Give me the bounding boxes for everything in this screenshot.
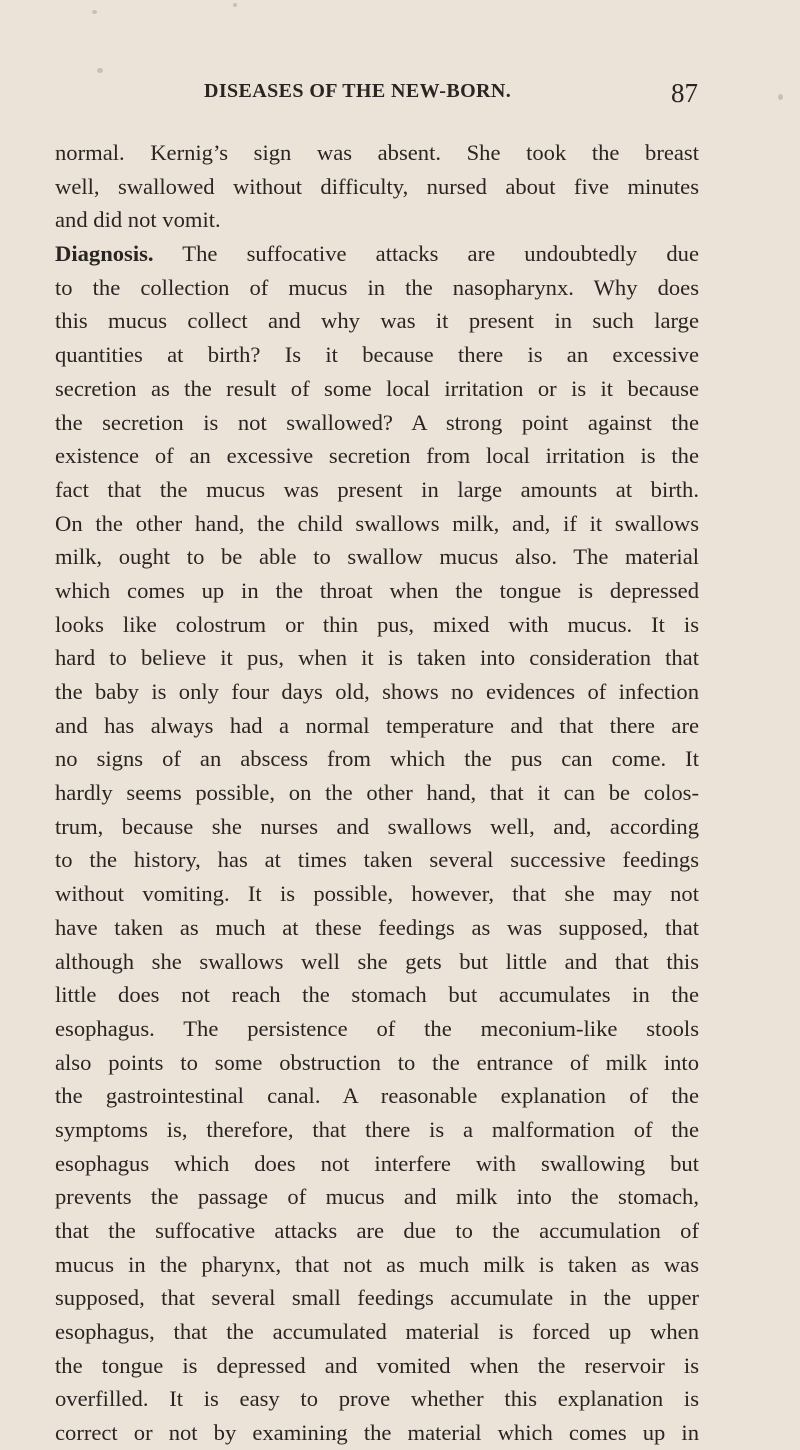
body-text: [55, 136, 699, 1450]
text-line: hardly seems possible, on the other hand, that it can be colos-: [55, 780, 699, 806]
text-line: and did not vomit.: [55, 207, 221, 233]
text-line: overfilled. It is easy to prove whether this explanation is: [55, 1386, 699, 1412]
text-line: have taken as much at these feedings as was supposed, that: [55, 914, 699, 940]
text-line: little does not reach the stomach but accumulates in the: [55, 982, 699, 1008]
text-line: hard to believe it pus, when it is taken into consideration that: [55, 645, 699, 671]
text-line: the tongue is depressed and vomited when the reservoir is: [55, 1352, 699, 1378]
text-line: the secretion is not swallowed? A strong point against the: [55, 409, 699, 435]
text-line: milk, ought to be able to swallow mucus also. The material: [55, 544, 699, 570]
text-line: without vomiting. It is possible, however, that she may not: [55, 881, 699, 907]
text-line: trum, because she nurses and swallows well, and, according: [55, 813, 699, 839]
text-line: looks like colostrum or thin pus, mixed with mucus. It is: [55, 611, 699, 637]
text-line: and has always had a normal temperature and that there are: [55, 712, 699, 738]
text-line: although she swallows well she gets but little and that this: [55, 948, 699, 974]
text-line: esophagus, that the accumulated material is forced up when: [55, 1319, 699, 1345]
paper-speck: [97, 68, 103, 73]
text-line: to the history, has at times taken several successive feedings: [55, 847, 699, 873]
text-line: correct or not by examining the material which comes up in: [55, 1420, 699, 1446]
text-line: to the collection of mucus in the nasopharynx. Why does: [55, 274, 699, 300]
text-line: normal. Kernig’s sign was absent. She took the breast: [55, 140, 699, 165]
text-line: prevents the passage of mucus and milk into the stomach,: [55, 1184, 699, 1210]
text-line: secretion as the result of some local irritation or is it because: [55, 375, 699, 401]
paper-speck: [233, 3, 237, 7]
text-line: esophagus. The persistence of the meconium-like stools: [55, 1015, 699, 1041]
diagnosis-first-line-text: The suffocative attacks are undoubtedly due: [153, 241, 699, 267]
text-line: well, swallowed without difficulty, nursed about five minutes: [55, 173, 699, 199]
text-line: no signs of an abscess from which the pus can come. It: [55, 746, 699, 772]
paper-speck: [92, 10, 97, 14]
text-line: On the other hand, the child swallows milk, and, if it swallows: [55, 510, 699, 536]
text-line: the baby is only four days old, shows no evidences of infection: [55, 679, 699, 704]
text-line: which comes up in the throat when the tongue is depressed: [55, 577, 699, 603]
text-line: symptoms is, therefore, that there is a malformation of the: [55, 1116, 699, 1142]
page-header: [54, 78, 698, 112]
paper-speck: [778, 94, 783, 100]
text-line: fact that the mucus was present in large amounts at birth.: [55, 476, 699, 502]
text-line: existence of an excessive secretion from local irritation is the: [55, 443, 699, 469]
text-line: mucus in the pharynx, that not as much milk is taken as was: [55, 1251, 699, 1277]
running-head: DISEASES OF THE NEW-BORN.: [204, 80, 512, 102]
text-line: also points to some obstruction to the entrance of milk into: [55, 1049, 699, 1075]
text-line: supposed, that several small feedings accumulate in the upper: [55, 1285, 699, 1311]
diagnosis-heading: Diagnosis.: [55, 241, 154, 267]
text-line: the gastrointestinal canal. A reasonable explanation of the: [55, 1083, 699, 1109]
diagnosis-first-line: [55, 237, 699, 271]
text-line: this mucus collect and why was it present in such large: [55, 308, 699, 334]
text-line: that the suffocative attacks are due to the accumulation of: [55, 1218, 699, 1243]
text-line: quantities at birth? Is it because there is an excessive: [55, 342, 699, 368]
page-number: 87: [671, 78, 698, 108]
text-line: esophagus which does not interfere with swallowing but: [55, 1150, 699, 1176]
